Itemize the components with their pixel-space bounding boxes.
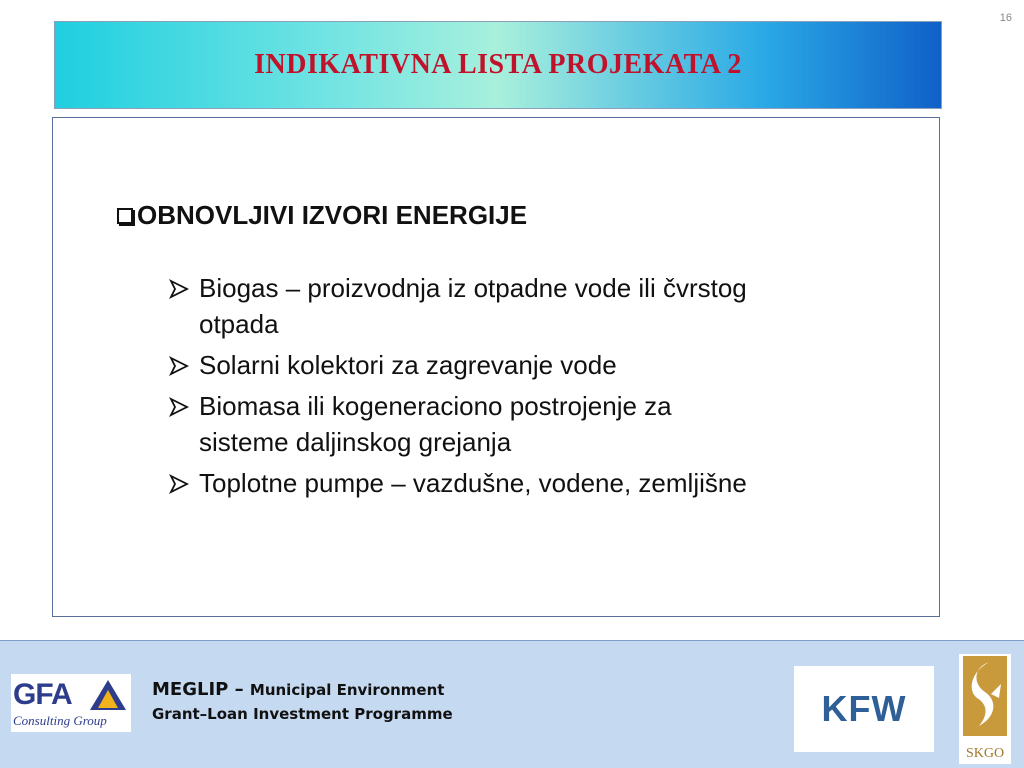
content-box [52,117,940,617]
list-item [169,388,929,460]
skgo-logo [959,654,1011,764]
arrow-bullet-icon [169,397,189,417]
footer [0,640,1024,768]
kfw-logo [794,666,934,752]
programme-title [152,679,453,723]
list-item-line1: Toplotne pumpe – vazdušne, vodene, zemljišne [199,468,747,498]
skgo-emblem-icon [959,654,1011,740]
section-heading [117,200,527,231]
list-item-line2: otpada [199,309,279,339]
gfa-triangle-icon [88,678,128,712]
arrow-bullet-icon [169,474,189,494]
list-item-line1: Biomasa ili kogeneraciono postrojenje za [199,391,672,421]
gfa-logo-subtitle: Consulting Group [13,713,107,728]
list-item [169,270,929,342]
kfw-logo-text: KFW [821,688,907,729]
list-item-line1: Biogas – proizvodnja iz otpadne vode ili čvrstog [199,273,747,303]
arrow-bullet-icon [169,356,189,376]
programme-line2: Grant–Loan Investment Programme [152,705,453,723]
slide-number: 16 [999,12,1012,24]
list-item-line2: sisteme daljinskog grejanja [199,427,512,457]
programme-line1-rest: Municipal Environment [249,681,445,699]
arrow-bullet-icon [169,279,189,299]
list-item [169,465,929,501]
skgo-logo-text: SKGO [965,746,1005,761]
slide-title: INDIKATIVNA LISTA PROJEKATA 2 [254,49,742,80]
gfa-logo [11,674,131,732]
programme-name: MEGLIP – [152,679,244,700]
list-item [169,347,929,383]
bullet-list [169,270,929,506]
gfa-logo-text: GFA [13,678,72,711]
checkbox-square-icon [117,208,133,224]
section-heading-text: OBNOVLJIVI IZVORI ENERGIJE [137,200,528,230]
list-item-line1: Solarni kolektori za zagrevanje vode [199,350,617,380]
title-banner [54,21,942,109]
